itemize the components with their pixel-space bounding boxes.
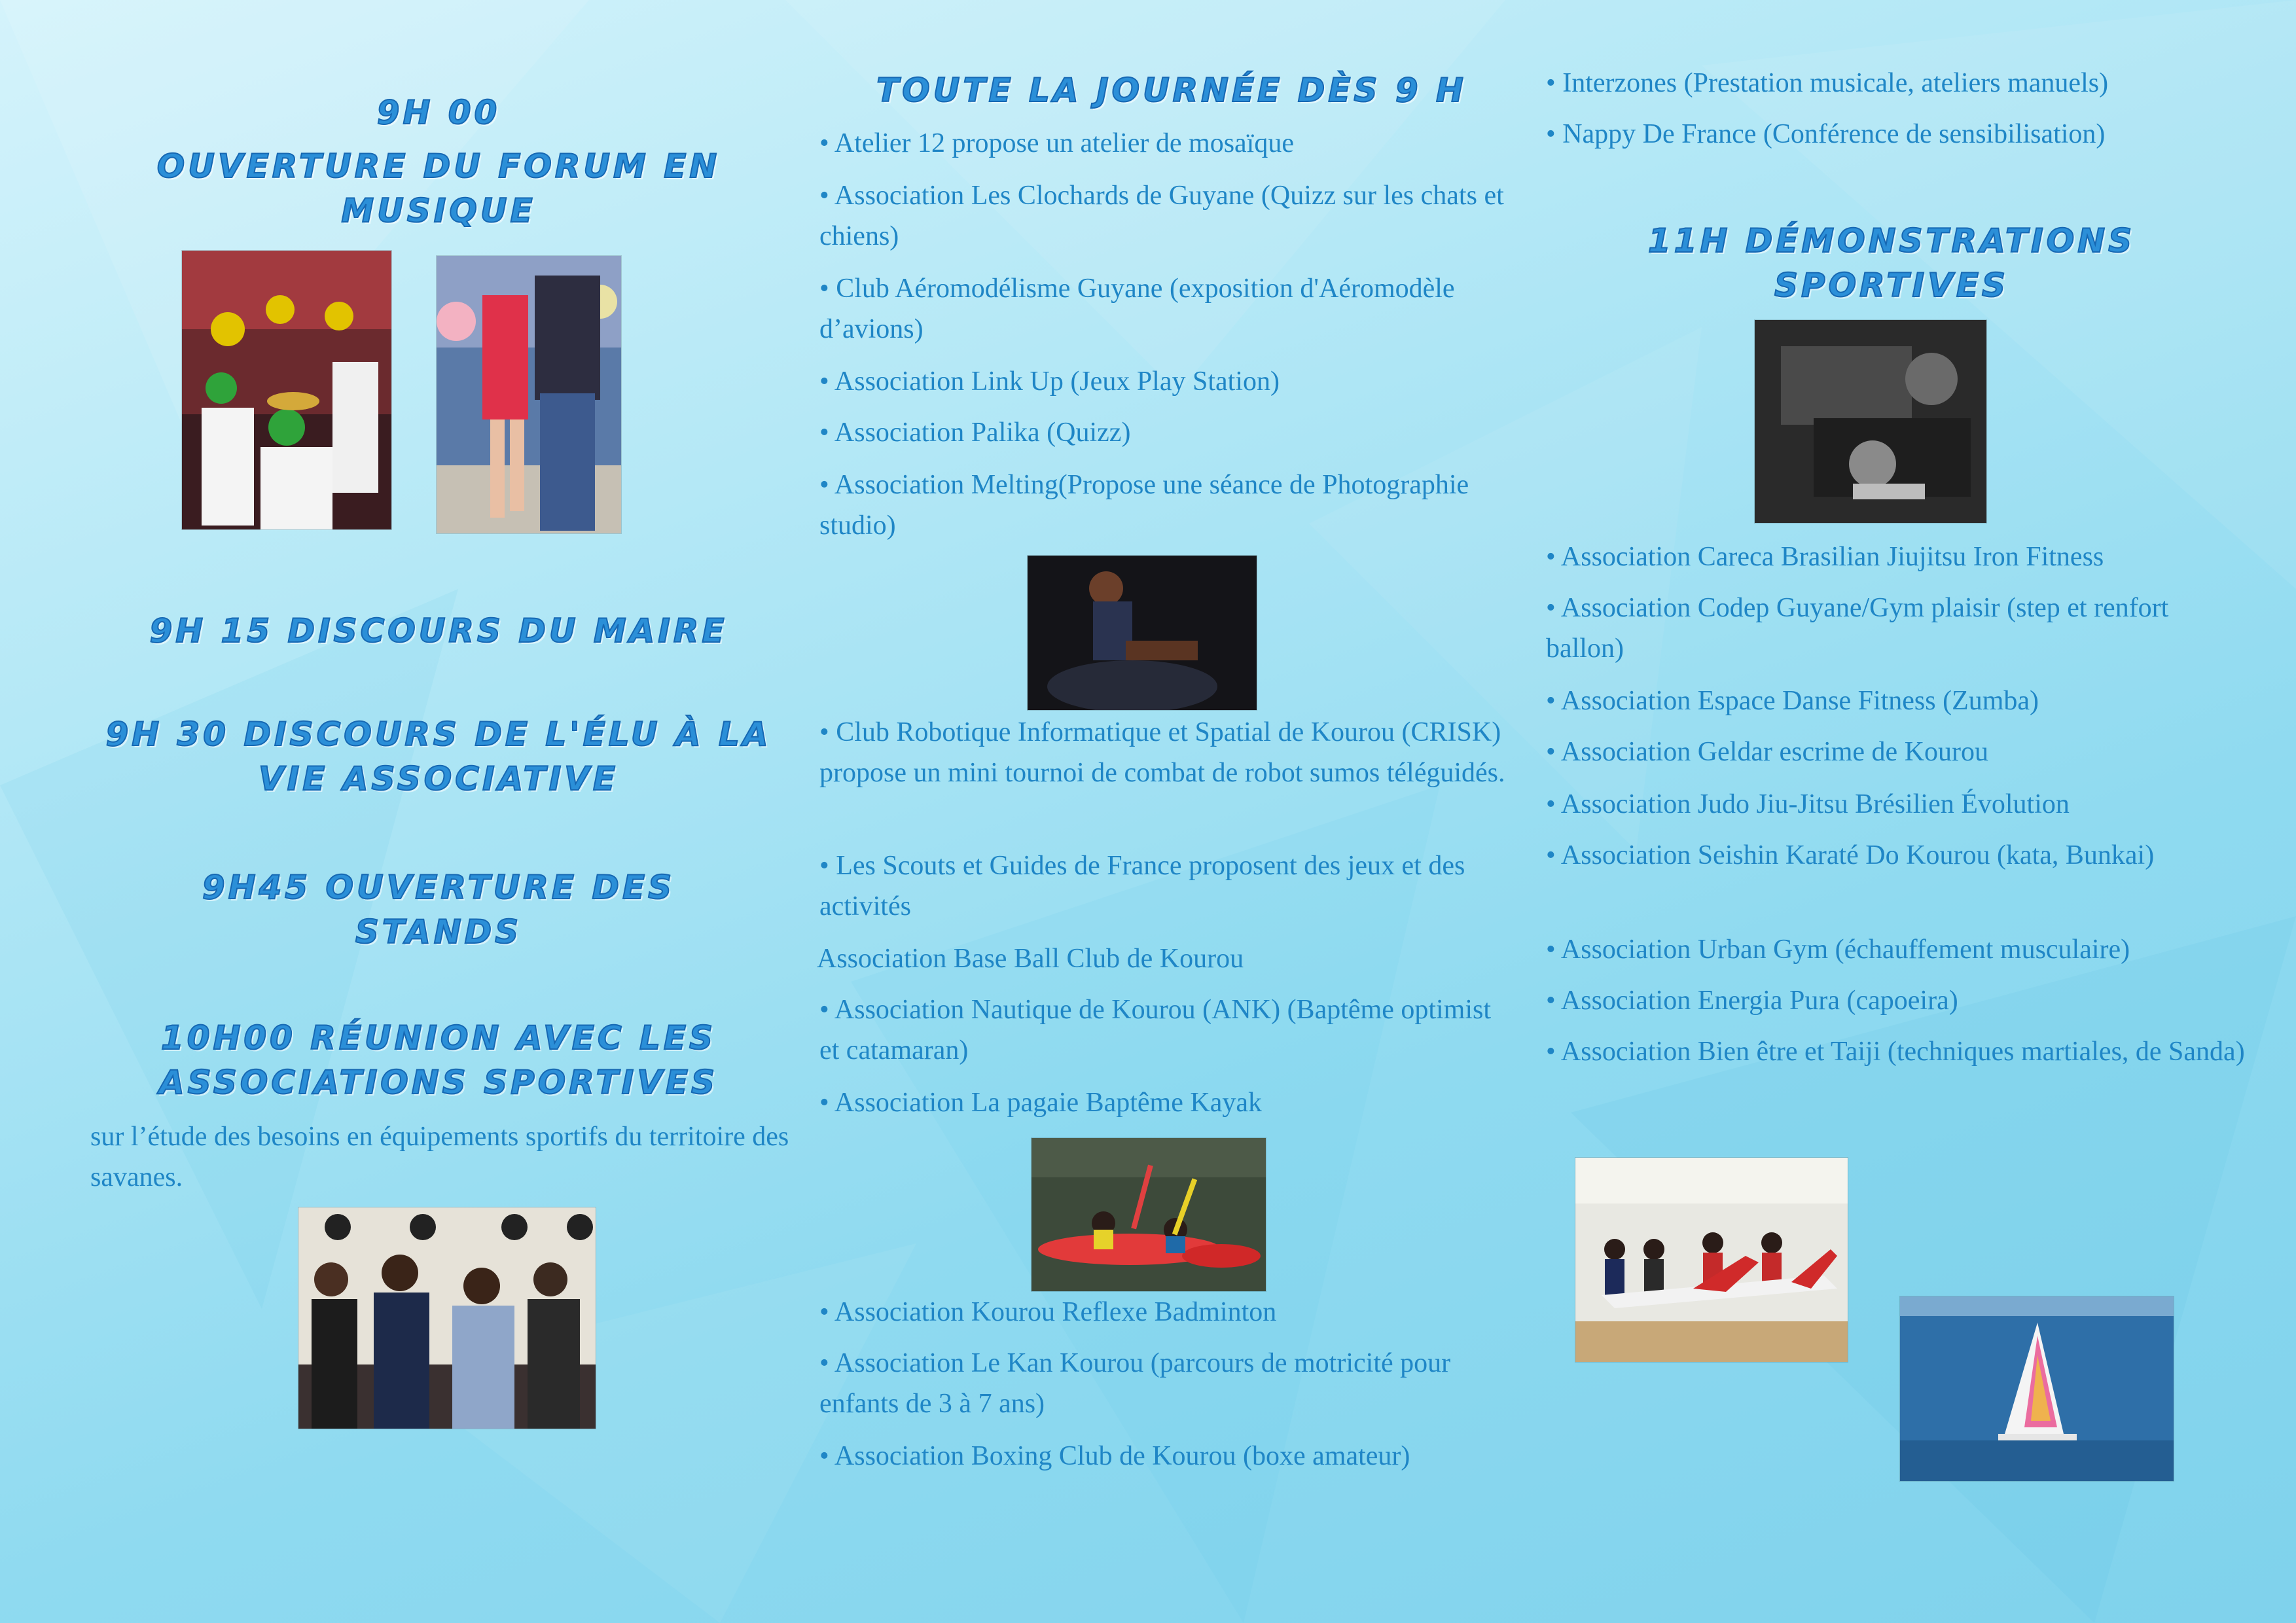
list-item: • Association Careca Brasilian Jiujitsu Iron Fitness <box>1546 542 2104 572</box>
aeromodel-photo <box>1575 1157 1848 1363</box>
list-item: • Nappy De France (Conférence de sensibilisation) <box>1546 119 2106 149</box>
list-item: • Association Le Kan Kourou (parcours de motricité pour enfants de 3 à 7 ans) <box>819 1348 1451 1419</box>
list-item: • Association Les Clochards de Guyane (Quizz sur les chats et chiens) <box>819 181 1504 251</box>
list-item: • Association Energia Pura (capoeira) <box>1546 986 1958 1016</box>
dancers-photo <box>436 255 622 534</box>
catamaran-photo <box>1899 1296 2174 1482</box>
list-item: • Association Seishin Karaté Do Kourou (kata, Bunkai) <box>1546 840 2155 870</box>
stands-opening-heading: 9H45 OUVERTURE DES STANDS <box>202 868 675 951</box>
list-item: • Association Judo Jiu-Jitsu Brésilien Évolution <box>1546 789 2070 819</box>
list-item: • Club Robotique Informatique et Spatial de Kourou (CRISK) propose un mini tournoi de combat de robot sumos téléguidés. <box>819 717 1505 788</box>
jiujitsu-photo <box>1754 319 1987 524</box>
sports-demo-heading: 11H DÉMONSTRATIONS SPORTIVES <box>1647 222 2136 304</box>
list-item: • Association Codep Guyane/Gym plaisir (step et renfort ballon) <box>1546 593 2169 664</box>
brass-band-photo <box>181 250 392 530</box>
list-item: • Club Aéromodélisme Guyane (exposition d'Aéromodèle d’avions) <box>819 274 1455 344</box>
list-item: • Les Scouts et Guides de France proposent des jeux et des activités <box>819 851 1465 921</box>
elected-speech-heading: 9H 30 DISCOURS DE L'ÉLU À LA VIE ASSOCIATIVE <box>105 715 772 798</box>
list-item: • Association Bien être et Taiji (techniques martiales, de Sanda) <box>1546 1037 2245 1067</box>
opening-heading: OUVERTURE DU FORUM EN MUSIQUE <box>156 147 721 230</box>
opening-time-heading: 9H 00 <box>376 94 501 132</box>
list-item: • Atelier 12 propose un atelier de mosaïque <box>819 128 1294 158</box>
list-item: • Association Melting(Propose une séance de Photographie studio) <box>819 470 1469 541</box>
all-day-heading: TOUTE LA JOURNÉE DÈS 9 H <box>876 71 1467 109</box>
sports-meeting-heading: 10H00 RÉUNION AVEC LES ASSOCIATIONS SPORTIVES <box>158 1019 719 1101</box>
kayak-photo <box>1031 1137 1266 1292</box>
photography-studio-photo <box>1027 555 1257 711</box>
list-item: • Association Espace Danse Fitness (Zumba) <box>1546 686 2039 716</box>
list-item: • Association Kourou Reflexe Badminton <box>819 1297 1277 1327</box>
list-item: • Association Palika (Quizz) <box>819 418 1131 448</box>
group-photo <box>298 1207 596 1429</box>
list-item: • Association La pagaie Baptême Kayak <box>819 1088 1262 1118</box>
sports-meeting-description: sur l’étude des besoins en équipements sportifs du territoire des savanes. <box>90 1122 789 1192</box>
mayor-speech-heading: 9H 15 DISCOURS DU MAIRE <box>149 612 728 650</box>
list-item: Association Base Ball Club de Kourou <box>817 944 1244 974</box>
list-item: • Association Link Up (Jeux Play Station) <box>819 366 1280 397</box>
list-item: • Association Boxing Club de Kourou (boxe amateur) <box>819 1441 1410 1471</box>
list-item: • Interzones (Prestation musicale, ateliers manuels) <box>1546 68 2109 98</box>
list-item: • Association Nautique de Kourou (ANK) (Baptême optimist et catamaran) <box>819 995 1492 1065</box>
list-item: • Association Geldar escrime de Kourou <box>1546 737 1989 767</box>
list-item: • Association Urban Gym (échauffement musculaire) <box>1546 935 2130 965</box>
